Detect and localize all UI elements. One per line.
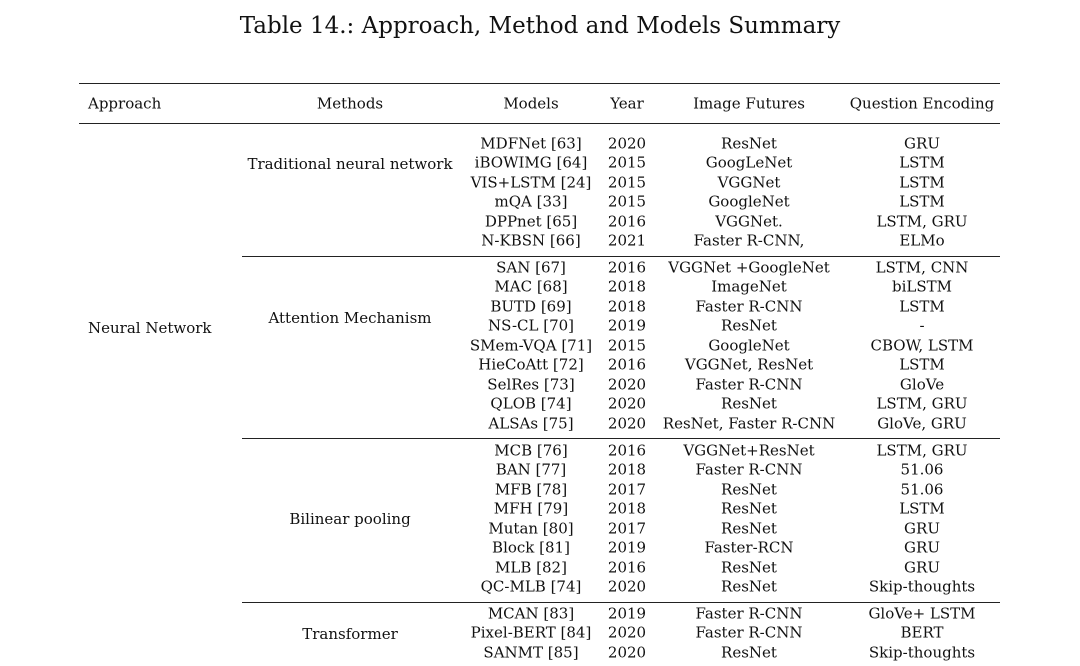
cell-image: ResNet [721,134,777,153]
cell-model: MCAN [83] [487,604,575,623]
cell-image: Faster-RCN [704,538,794,557]
cell-question: LSTM [899,192,945,211]
cell-question: BERT [900,623,944,642]
cell-model: VIS+LSTM [24] [470,173,592,192]
cell-year: 2018 [607,297,647,316]
cell-year: 2020 [607,414,647,433]
cell-year: 2020 [607,134,647,153]
cell-question: LSTM, GRU [876,441,968,460]
cell-question: GloVe, GRU [877,414,967,433]
cell-question: 51.06 [900,460,944,479]
cell-question: LSTM, CNN [875,258,969,277]
cell-year: 2017 [607,480,647,499]
cell-model: BAN [77] [495,460,567,479]
cell-model: QLOB [74] [490,394,572,413]
cell-year: 2018 [607,499,647,518]
cell-year: 2016 [607,355,647,374]
cell-image: ResNet [721,643,777,662]
cell-year: 2016 [607,212,647,231]
header-methods: Methods [316,94,384,113]
cell-model: ALSAs [75] [488,414,574,433]
cell-model: mQA [33] [494,192,568,211]
cell-model: SAN [67] [496,258,566,277]
cell-question: GloVe+ LSTM [868,604,976,623]
cell-image: ResNet [721,519,777,538]
header-rule [79,123,1000,124]
header-year: Year [610,94,644,113]
cell-image: VGGNet+ResNet [683,441,815,460]
group-separator-rule [242,602,1000,603]
cell-year: 2020 [607,394,647,413]
cell-image: ResNet [721,499,777,518]
cell-question: LSTM [899,297,945,316]
top-rule [79,83,1000,84]
cell-image: Faster R-CNN [695,604,803,623]
cell-question: GRU [904,134,940,153]
cell-question: CBOW, LSTM [870,336,974,355]
cell-question: Skip-thoughts [868,643,976,662]
cell-model: MLB [82] [495,558,567,577]
cell-year: 2016 [607,558,647,577]
cell-question: 51.06 [900,480,944,499]
cell-year: 2020 [607,375,647,394]
cell-model: Mutan [80] [488,519,574,538]
cell-question: Skip-thoughts [868,577,976,596]
cell-image: ResNet [721,316,777,335]
cell-year: 2019 [607,316,647,335]
cell-image: ResNet, Faster R-CNN [662,414,836,433]
cell-question: LSTM [899,355,945,374]
cell-image: GoogLeNet [705,153,793,172]
cell-year: 2020 [607,577,647,596]
cell-model: QC-MLB [74] [480,577,582,596]
group-separator-rule [242,256,1000,257]
cell-year: 2016 [607,441,647,460]
cell-image: ImageNet [711,277,787,296]
cell-image: GoogleNet [708,336,790,355]
cell-year: 2021 [607,231,647,250]
cell-question: LSTM, GRU [876,212,968,231]
cell-year: 2019 [607,538,647,557]
cell-image: VGGNet +GoogleNet [668,258,830,277]
cell-model: MDFNet [63] [480,134,582,153]
cell-year: 2016 [607,258,647,277]
cell-question: LSTM, GRU [876,394,968,413]
cell-image: ResNet [721,577,777,596]
header-approach: Approach [88,94,162,113]
cell-model: BUTD [69] [490,297,572,316]
cell-year: 2015 [607,192,647,211]
cell-model: DPPnet [65] [484,212,578,231]
method-label: Traditional neural network [247,155,453,173]
cell-question: GloVe [899,375,945,394]
cell-model: MFH [79] [493,499,569,518]
cell-model: MFB [78] [494,480,568,499]
cell-model: Block [81] [492,538,570,557]
cell-image: Faster R-CNN, [693,231,805,250]
cell-model: SANMT [85] [483,643,579,662]
cell-model: NS-CL [70] [487,316,575,335]
cell-model: SMem-VQA [71] [469,336,593,355]
cell-model: SelRes [73] [487,375,575,394]
method-label: Attention Mechanism [268,309,432,327]
cell-model: MAC [68] [494,277,568,296]
cell-question: ELMo [899,231,945,250]
cell-image: VGGNet, ResNet [684,355,814,374]
cell-year: 2017 [607,519,647,538]
cell-image: ResNet [721,480,777,499]
table-caption: Table 14.: Approach, Method and Models Summary [239,13,841,39]
cell-question: GRU [904,519,940,538]
approach-neural-network: Neural Network [88,319,212,337]
cell-image: ResNet [721,558,777,577]
cell-year: 2020 [607,623,647,642]
cell-question: LSTM [899,173,945,192]
cell-image: Faster R-CNN [695,297,803,316]
cell-image: VGGNet [717,173,781,192]
cell-year: 2018 [607,277,647,296]
cell-image: Faster R-CNN [695,375,803,394]
cell-image: VGGNet. [715,212,783,231]
cell-year: 2015 [607,336,647,355]
group-separator-rule [242,438,1000,439]
cell-year: 2019 [607,604,647,623]
header-question-encoding: Question Encoding [849,94,995,113]
cell-question: LSTM [899,153,945,172]
cell-question: - [919,316,925,335]
cell-year: 2015 [607,153,647,172]
cell-model: HieCoAtt [72] [478,355,584,374]
cell-question: biLSTM [892,277,952,296]
cell-model: Pixel-BERT [84] [470,623,592,642]
cell-image: Faster R-CNN [695,460,803,479]
method-label: Transformer [302,625,398,643]
cell-question: GRU [904,558,940,577]
cell-year: 2015 [607,173,647,192]
cell-model: MCB [76] [494,441,568,460]
cell-question: GRU [904,538,940,557]
cell-image: Faster R-CNN [695,623,803,642]
cell-image: GoogleNet [708,192,790,211]
header-image-futures: Image Futures [693,94,805,113]
cell-image: ResNet [721,394,777,413]
header-models: Models [503,94,559,113]
cell-model: N-KBSN [66] [481,231,581,250]
cell-model: iBOWIMG [64] [474,153,588,172]
method-label: Bilinear pooling [289,510,411,528]
cell-year: 2018 [607,460,647,479]
cell-year: 2020 [607,643,647,662]
cell-question: LSTM [899,499,945,518]
